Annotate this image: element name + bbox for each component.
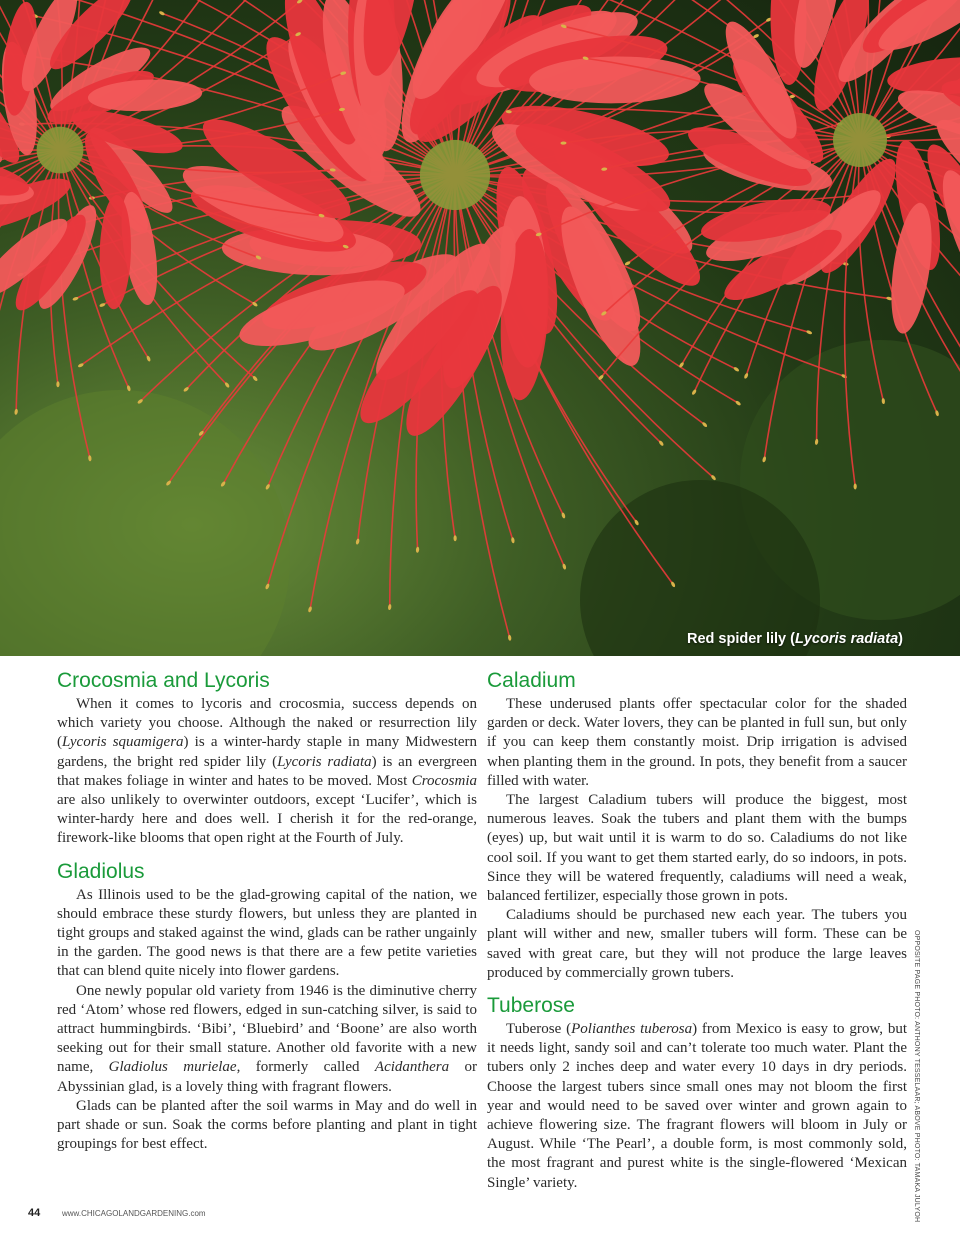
heading-crocosmia-lycoris: Crocosmia and Lycoris — [57, 669, 270, 692]
paragraph-caladium-2: The largest Caladium tubers will produce the biggest, most numerous leaves. Soak the tubers and plant them with the bumps (eyes) up, but wait until it is warm to do so. Caladiums do not like cool soil. If you want to get them started early, do so indoors, in pots. Since they will be watered frequently, caladiums will need a weak, balanced fertilizer, especially those grown in pots. — [487, 792, 907, 905]
photo-credit: OPPOSITE PAGE PHOTO: ANTHONY TESSELAAR; ABOVE PHOTO: TAMAKA JULYOH — [913, 930, 920, 1223]
page-number: 44 — [28, 1207, 41, 1219]
paragraph-crocosmia-1 — [57, 695, 477, 849]
text-run: or Abyssinian glad, is a lovely thing with fragrant flowers. — [57, 1059, 478, 1095]
text-run: When it comes to lycoris and crocosmia, success depends on which variety you choose. Although the naked or resurrection lily ( — [57, 696, 477, 751]
heading-tuberose: Tuberose — [487, 994, 575, 1018]
section-gladiolus — [57, 859, 477, 1155]
section-tuberose — [487, 993, 907, 1193]
species-name: Lycoris radiata — [277, 753, 372, 770]
caption-suffix: ) — [898, 631, 903, 647]
heading-gladiolus: Gladiolus — [57, 859, 145, 883]
caption-species: Lycoris radiata — [794, 631, 899, 647]
section-caladium — [487, 668, 907, 983]
footer-website: www.CHICAGOLANDGARDENING.com — [62, 1209, 206, 1218]
text-run: , formerly called — [236, 1059, 375, 1076]
text-run: ) is an evergreen that makes foliage in winter and hates to be moved. Most — [57, 753, 477, 789]
left-column — [57, 668, 477, 1154]
heading-caladium: Caladium — [487, 669, 576, 692]
paragraph-tuberose-1 — [487, 1020, 907, 1193]
species-name: Polianthes tuberosa — [571, 1021, 693, 1038]
species-name: Acidanthera — [374, 1059, 450, 1076]
photo-caption — [687, 631, 903, 647]
paragraph-gladiolus-2 — [57, 982, 477, 1097]
text-run: Tuberose ( — [506, 1021, 572, 1038]
species-name: Crocosmia — [411, 772, 477, 789]
paragraph-caladium-3: Caladiums should be purchased new each year. The tubers you plant will wither and new, smaller tubers will form. These can be saved with great care, but they will not produce the large leaves produced by commercially grown tubers. — [487, 907, 907, 981]
paragraph-gladiolus-3: Glads can be planted after the soil warms in May and do well in part shade or sun. Soak the corms before planting and plant in tight groupings for best effect. — [57, 1097, 477, 1153]
text-run: ) from Mexico is easy to grow, but it needs light, sandy soil and can’t tolerate too much water. Plant the tubers only 2 inches deep and water every 10 days in dry periods. Choose the largest tubers since small ones may not bloom the first year and would need to be saved over winter and grown again to achieve flowering size. The fragrant flowers will bloom in July or August. While ‘The Pearl’, a double form, is most commonly sold, the most fragrant and purest white is the single-flowered ‘Mexican Single’ variety. — [487, 1021, 908, 1191]
caption-prefix: Red spider lily ( — [687, 631, 795, 647]
species-name: Gladiolus murielae — [108, 1059, 237, 1076]
species-name: Lycoris squamigera — [62, 734, 184, 751]
text-run: One newly popular old variety from 1946 is the diminutive cherry red ‘Atom’ whose red flowers, edged in sun-catching silver, is said to attract hummingbirds. ‘Bibi’, ‘Bluebird’ and ‘Boone’ are also worth seeking out for their small stature. Another old favorite with a new name, — [57, 982, 477, 1076]
right-column — [487, 668, 907, 1193]
text-run: ) is a winter-hardy staple in many Midwestern gardens, the bright red spider lily ( — [57, 734, 477, 770]
paragraph-caladium-1: These underused plants offer spectacular color for the shaded garden or deck. Water lovers, they can be planted in full sun, but only if you can keep them constantly moist. Drip irrigation is advised when planting them in the ground. In pots, they benefit from a saucer filled with water. — [487, 696, 907, 789]
paragraph-gladiolus-1: As Illinois used to be the glad-growing capital of the nation, we should embrace these sturdy flowers, but unless they are planted in tight groups and staked against the wind, glads can be rather ungainly in the garden. The good news is that there are a few petite varieties that can blend quite nicely into flower gardens. — [57, 886, 477, 980]
section-crocosmia-lycoris — [57, 668, 477, 849]
text-run: are also unlikely to overwinter outdoors, except ‘Lucifer’, which is winter-hardy here and does well. I cherish it for the red-orange, firework-like blooms that open right at the Fourth of July. — [57, 792, 477, 847]
